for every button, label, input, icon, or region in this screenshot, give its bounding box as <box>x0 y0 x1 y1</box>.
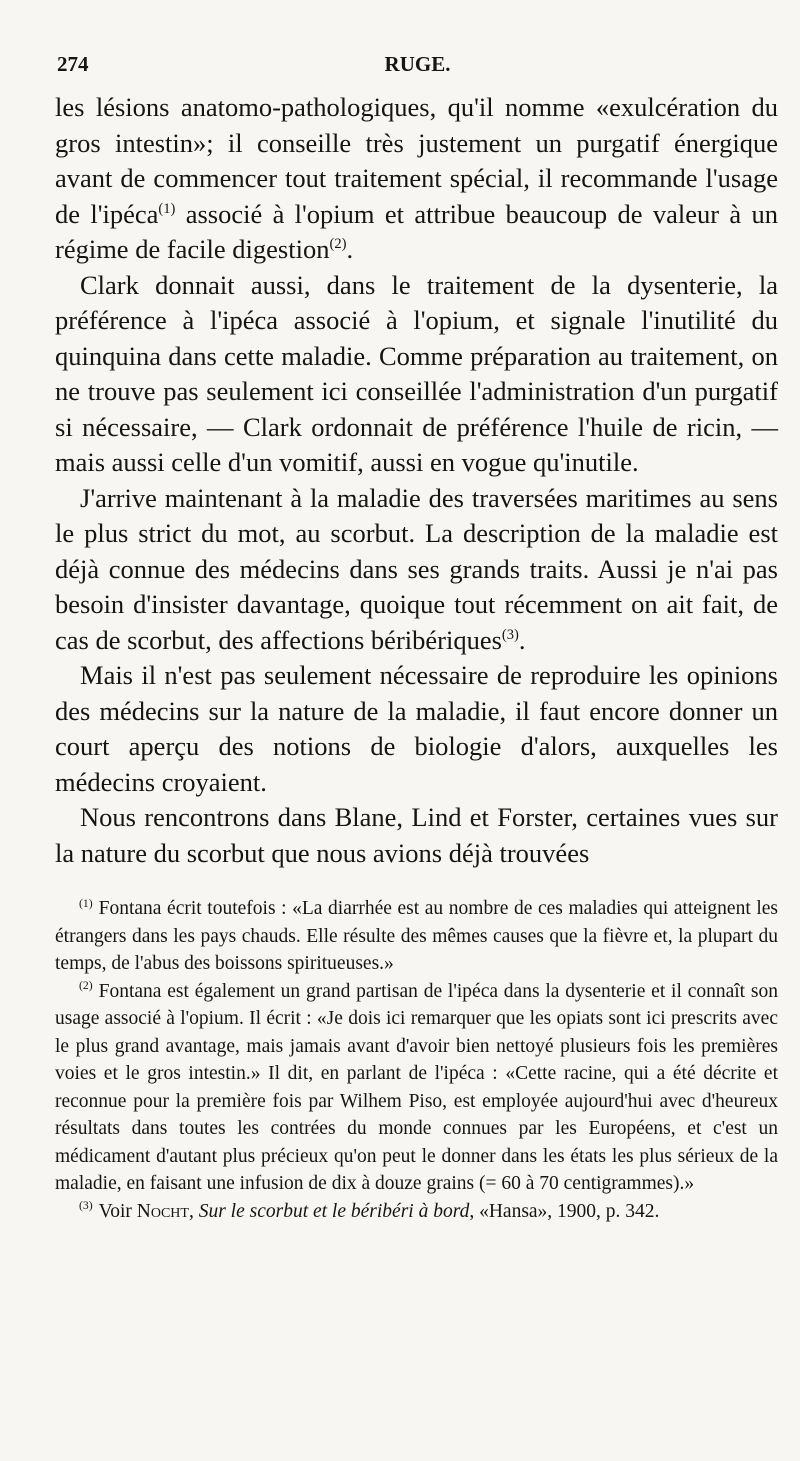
footnote-2-text: Fontana est également un grand partisan de l'ipéca dans la dysenterie et il connaît son usage associé à l'opium. Il écrit : «Je dois ici remarquer que les opiats sont ici prescrits avec le plus grand avantage, mais jamais avant d'avoir bien nettoyé plusieurs fois les premières voies et le gros intestin.» Il dit, en parlant de l'ipéca : «Cette racine, qui a été décrite et reconnue pour la première fois par Wilhem Piso, est employée aujourd'hui avec d'heureux résultats dans toutes les contrées du monde connues par les Européens, et c'est un médicament d'autant plus précieux qu'on peut le donner dans les états les plus sérieux de la maladie, en faisant une infusion de dix à douze grains (= 60 à 70 centigrammes).» <box>55 980 778 1194</box>
paragraph-1 <box>55 90 778 268</box>
footnote-3-author: Nocht <box>136 1200 189 1222</box>
footnote-3-marker: (3) <box>79 1199 93 1213</box>
footnote-3-lead: Voir <box>98 1200 137 1222</box>
running-title: RUGE. <box>384 52 451 76</box>
footnote-2-marker: (2) <box>79 979 93 993</box>
footnote-ref-2: (2) <box>329 235 347 252</box>
paragraph-3-part-b: . <box>518 624 526 655</box>
footnote-ref-3: (3) <box>501 626 519 643</box>
footnote-3-sep: , <box>188 1200 199 1222</box>
footnote-3 <box>55 1198 778 1226</box>
paragraph-3-part-a: J'arrive maintenant à la maladie des traversées maritimes au sens le plus strict du mot, au scorbut. La description de la maladie est déjà connue des médecins dans ses grands traits. Aussi je n'ai pas besoin d'insister davantage, quoique tout récemment on ait fait, de cas de scorbut, des affections béribériques <box>55 482 778 655</box>
footnote-1-marker: (1) <box>79 896 93 910</box>
paragraph-2: Clark donnait aussi, dans le traitement de la dysenterie, la préférence à l'ipéca associé à l'opium, et signale l'inutilité du quinquina dans cette maladie. Comme préparation au traitement, on ne trouve pas seulement ici conseillée l'administration d'un purgatif si nécessaire, — Clark ordonnait de préférence l'huile de ricin, — mais aussi celle d'un vomitif, aussi en vogue qu'inutile. <box>55 269 778 477</box>
footnotes <box>55 895 778 1225</box>
paragraph-5: Nous rencontrons dans Blane, Lind et Forster, certaines vues sur la nature du scorbut que nous avions déjà trouvées <box>55 802 778 868</box>
footnote-3-title: Sur le scorbut et le béribéri à bord <box>198 1200 470 1222</box>
paragraph-1-part-b: associé à l'opium et attribue beaucoup de valeur à un régime de facile digestion <box>55 198 778 264</box>
paragraph-3 <box>55 481 778 659</box>
page-number: 274 <box>57 52 89 76</box>
paragraph-4: Mais il n'est pas seulement nécessaire de reproduire les opinions des médecins sur la nature de la maladie, il faut encore donner un court aperçu des notions de biologie d'alors, auxquelles les médecins croyaient. <box>55 660 778 797</box>
footnote-ref-1: (1) <box>158 200 176 217</box>
footnote-3-tail: , «Hansa», 1900, p. 342. <box>469 1200 660 1222</box>
page-header <box>57 52 778 82</box>
footnote-1 <box>55 895 778 978</box>
paragraph-1-part-c: . <box>346 234 354 264</box>
footnote-1-text: Fontana écrit toutefois : «La diarrhée est au nombre de ces maladies qui atteignent les étrangers dans les pays chauds. Elle résulte des mêmes causes que la fièvre et, la plupart du temps, de l'abus des boissons spiritueuses.» <box>55 898 778 974</box>
footnote-2 <box>55 978 778 1198</box>
main-text <box>55 90 778 871</box>
paragraph-1-part-a: les lésions anatomo-pathologiques, qu'il nomme «exulcération du gros intestin»; il conseille très justement un purgatif énergique avant de commencer tout traitement spécial, il recommande l'usage de l'ipéca <box>55 92 778 229</box>
